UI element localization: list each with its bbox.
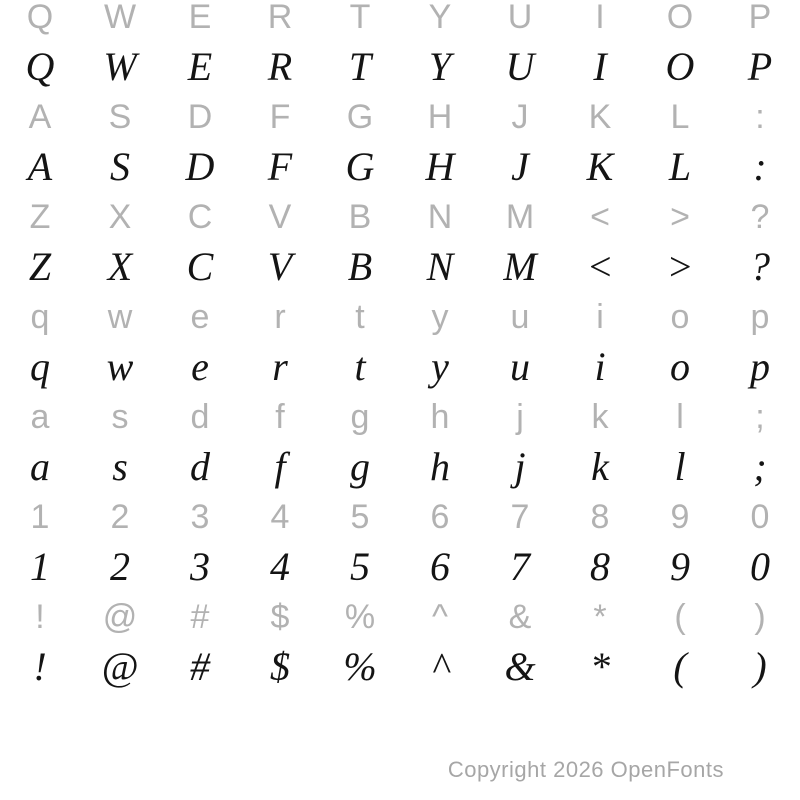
- reference-char-cell: ^: [432, 598, 448, 636]
- specimen-char-cell: R: [267, 44, 293, 89]
- reference-char-cell: g: [350, 398, 370, 436]
- specimen-char-cell: 9: [670, 544, 690, 589]
- specimen-char-cell: B: [347, 244, 373, 289]
- specimen-char-cell: u: [510, 344, 530, 389]
- specimen-char-cell: O: [665, 44, 695, 89]
- specimen-char-cell: e: [191, 344, 209, 389]
- reference-char-cell: 0: [750, 498, 770, 536]
- specimen-char-cell: g: [350, 444, 370, 489]
- reference-char-cell: ;: [755, 398, 765, 436]
- specimen-char-cell: C: [186, 244, 214, 289]
- reference-char-cell: 2: [110, 498, 130, 536]
- reference-char-cell: j: [516, 398, 524, 436]
- reference-char-cell: P: [748, 0, 772, 36]
- specimen-char-cell: A: [27, 144, 53, 189]
- reference-char-cell: d: [190, 398, 210, 436]
- reference-char-cell: u: [510, 298, 530, 336]
- specimen-char-cell: F: [267, 144, 293, 189]
- reference-char-cell: 8: [590, 498, 610, 536]
- specimen-char-cell: 6: [430, 544, 450, 589]
- specimen-char-cell: G: [345, 144, 375, 189]
- specimen-char-cell: ;: [753, 444, 767, 489]
- specimen-char-cell: <: [586, 244, 614, 289]
- specimen-char-cell: y: [431, 344, 449, 389]
- specimen-char-cell: (: [673, 644, 687, 689]
- reference-char-cell: l: [676, 398, 684, 436]
- reference-char-cell: (: [674, 598, 686, 636]
- specimen-char-cell: !: [33, 644, 47, 689]
- specimen-char-cell: p: [750, 344, 770, 389]
- specimen-char-cell: k: [591, 444, 609, 489]
- reference-char-cell: !: [35, 598, 45, 636]
- reference-char-cell: U: [507, 0, 533, 36]
- reference-char-cell: #: [190, 598, 210, 636]
- specimen-char-cell: a: [30, 444, 50, 489]
- specimen-char-cell: 2: [110, 544, 130, 589]
- reference-char-cell: ?: [750, 198, 770, 236]
- specimen-char-cell: t: [354, 344, 366, 389]
- specimen-char-cell: N: [426, 244, 454, 289]
- specimen-row: [0, 142, 800, 192]
- reference-char-cell: y: [431, 298, 449, 336]
- reference-char-cell: f: [275, 398, 285, 436]
- specimen-row: [0, 342, 800, 392]
- specimen-char-cell: D: [185, 144, 215, 189]
- specimen-char-cell: Y: [428, 44, 452, 89]
- reference-char-cell: O: [666, 0, 694, 36]
- specimen-char-cell: @: [101, 644, 139, 689]
- specimen-row: [0, 42, 800, 92]
- reference-row: [0, 592, 800, 642]
- reference-char-cell: 7: [510, 498, 530, 536]
- reference-char-cell: :: [755, 98, 765, 136]
- specimen-char-cell: Q: [25, 44, 55, 89]
- specimen-char-cell: *: [590, 644, 610, 689]
- specimen-char-cell: &: [504, 644, 536, 689]
- reference-char-cell: I: [595, 0, 605, 36]
- specimen-char-cell: q: [30, 344, 50, 389]
- reference-char-cell: H: [427, 98, 453, 136]
- reference-row: [0, 392, 800, 442]
- specimen-char-cell: L: [668, 144, 692, 189]
- reference-char-cell: k: [591, 398, 609, 436]
- specimen-char-cell: U: [505, 44, 535, 89]
- reference-row: [0, 92, 800, 142]
- reference-char-cell: B: [348, 198, 372, 236]
- reference-char-cell: <: [590, 198, 610, 236]
- reference-char-cell: R: [267, 0, 293, 36]
- reference-char-cell: i: [596, 298, 604, 336]
- reference-char-cell: 1: [30, 498, 50, 536]
- specimen-row: [0, 242, 800, 292]
- specimen-char-cell: 5: [350, 544, 370, 589]
- reference-row: [0, 292, 800, 342]
- reference-char-cell: W: [103, 0, 137, 36]
- reference-char-cell: 4: [270, 498, 290, 536]
- reference-char-cell: 5: [350, 498, 370, 536]
- reference-char-cell: N: [427, 198, 453, 236]
- reference-char-cell: M: [505, 198, 535, 236]
- specimen-char-cell: K: [586, 144, 614, 189]
- specimen-char-cell: #: [190, 644, 210, 689]
- specimen-char-cell: h: [430, 444, 450, 489]
- reference-char-cell: q: [30, 298, 50, 336]
- specimen-char-cell: w: [106, 344, 134, 389]
- reference-char-cell: r: [274, 298, 286, 336]
- specimen-char-cell: S: [110, 144, 130, 189]
- reference-char-cell: T: [349, 0, 371, 36]
- reference-char-cell: $: [270, 598, 290, 636]
- specimen-char-cell: V: [267, 244, 293, 289]
- reference-char-cell: Q: [26, 0, 54, 36]
- specimen-char-cell: r: [272, 344, 288, 389]
- specimen-char-cell: W: [103, 44, 137, 89]
- reference-char-cell: Z: [29, 198, 51, 236]
- reference-char-cell: h: [430, 398, 450, 436]
- reference-row: [0, 192, 800, 242]
- specimen-char-cell: l: [674, 444, 686, 489]
- reference-char-cell: &: [508, 598, 532, 636]
- specimen-row: [0, 542, 800, 592]
- reference-char-cell: X: [108, 198, 132, 236]
- specimen-char-cell: f: [274, 444, 286, 489]
- specimen-char-cell: ?: [750, 244, 770, 289]
- specimen-char-cell: :: [753, 144, 767, 189]
- specimen-char-cell: J: [511, 144, 529, 189]
- specimen-char-cell: P: [747, 44, 773, 89]
- reference-char-cell: t: [355, 298, 365, 336]
- specimen-char-cell: ): [753, 644, 767, 689]
- specimen-char-cell: o: [670, 344, 690, 389]
- reference-char-cell: S: [108, 98, 132, 136]
- specimen-char-cell: 8: [590, 544, 610, 589]
- specimen-char-cell: X: [107, 244, 133, 289]
- reference-char-cell: %: [344, 598, 376, 636]
- specimen-char-cell: j: [514, 444, 526, 489]
- reference-char-cell: 3: [190, 498, 210, 536]
- reference-char-cell: s: [111, 398, 129, 436]
- reference-char-cell: L: [670, 98, 690, 136]
- reference-char-cell: ): [754, 598, 766, 636]
- reference-char-cell: E: [188, 0, 212, 36]
- specimen-char-cell: 0: [750, 544, 770, 589]
- reference-char-cell: e: [190, 298, 210, 336]
- reference-row: [0, 492, 800, 542]
- reference-char-cell: 6: [430, 498, 450, 536]
- specimen-char-cell: H: [425, 144, 455, 189]
- reference-char-cell: @: [102, 598, 138, 636]
- specimen-char-cell: 4: [270, 544, 290, 589]
- specimen-char-cell: Z: [28, 244, 52, 289]
- specimen-char-cell: s: [112, 444, 128, 489]
- copyright-text: Copyright 2026 OpenFonts: [447, 757, 724, 782]
- reference-char-cell: o: [670, 298, 690, 336]
- specimen-char-cell: ^: [431, 644, 449, 689]
- reference-char-cell: *: [593, 598, 607, 636]
- reference-char-cell: w: [107, 298, 133, 336]
- specimen-char-cell: 3: [190, 544, 210, 589]
- reference-row: [0, 0, 800, 42]
- specimen-char-cell: i: [594, 344, 606, 389]
- reference-char-cell: K: [588, 98, 612, 136]
- specimen-char-cell: %: [343, 644, 377, 689]
- reference-char-cell: F: [269, 98, 291, 136]
- specimen-char-cell: 1: [30, 544, 50, 589]
- specimen-char-cell: M: [503, 244, 537, 289]
- specimen-row: [0, 442, 800, 492]
- reference-char-cell: D: [187, 98, 213, 136]
- reference-char-cell: V: [268, 198, 292, 236]
- reference-char-cell: p: [750, 298, 770, 336]
- reference-char-cell: G: [346, 98, 374, 136]
- reference-char-cell: >: [670, 198, 690, 236]
- specimen-char-cell: $: [270, 644, 290, 689]
- specimen-char-cell: E: [187, 44, 213, 89]
- reference-char-cell: A: [28, 98, 52, 136]
- specimen-char-cell: >: [666, 244, 694, 289]
- specimen-char-cell: d: [190, 444, 210, 489]
- specimen-char-cell: T: [348, 44, 372, 89]
- specimen-char-cell: 7: [510, 544, 530, 589]
- reference-char-cell: 9: [670, 498, 690, 536]
- reference-char-cell: a: [30, 398, 50, 436]
- reference-char-cell: C: [187, 198, 213, 236]
- specimen-char-cell: I: [593, 44, 607, 89]
- reference-char-cell: J: [511, 98, 529, 136]
- reference-char-cell: Y: [428, 0, 452, 36]
- specimen-row: [0, 642, 800, 692]
